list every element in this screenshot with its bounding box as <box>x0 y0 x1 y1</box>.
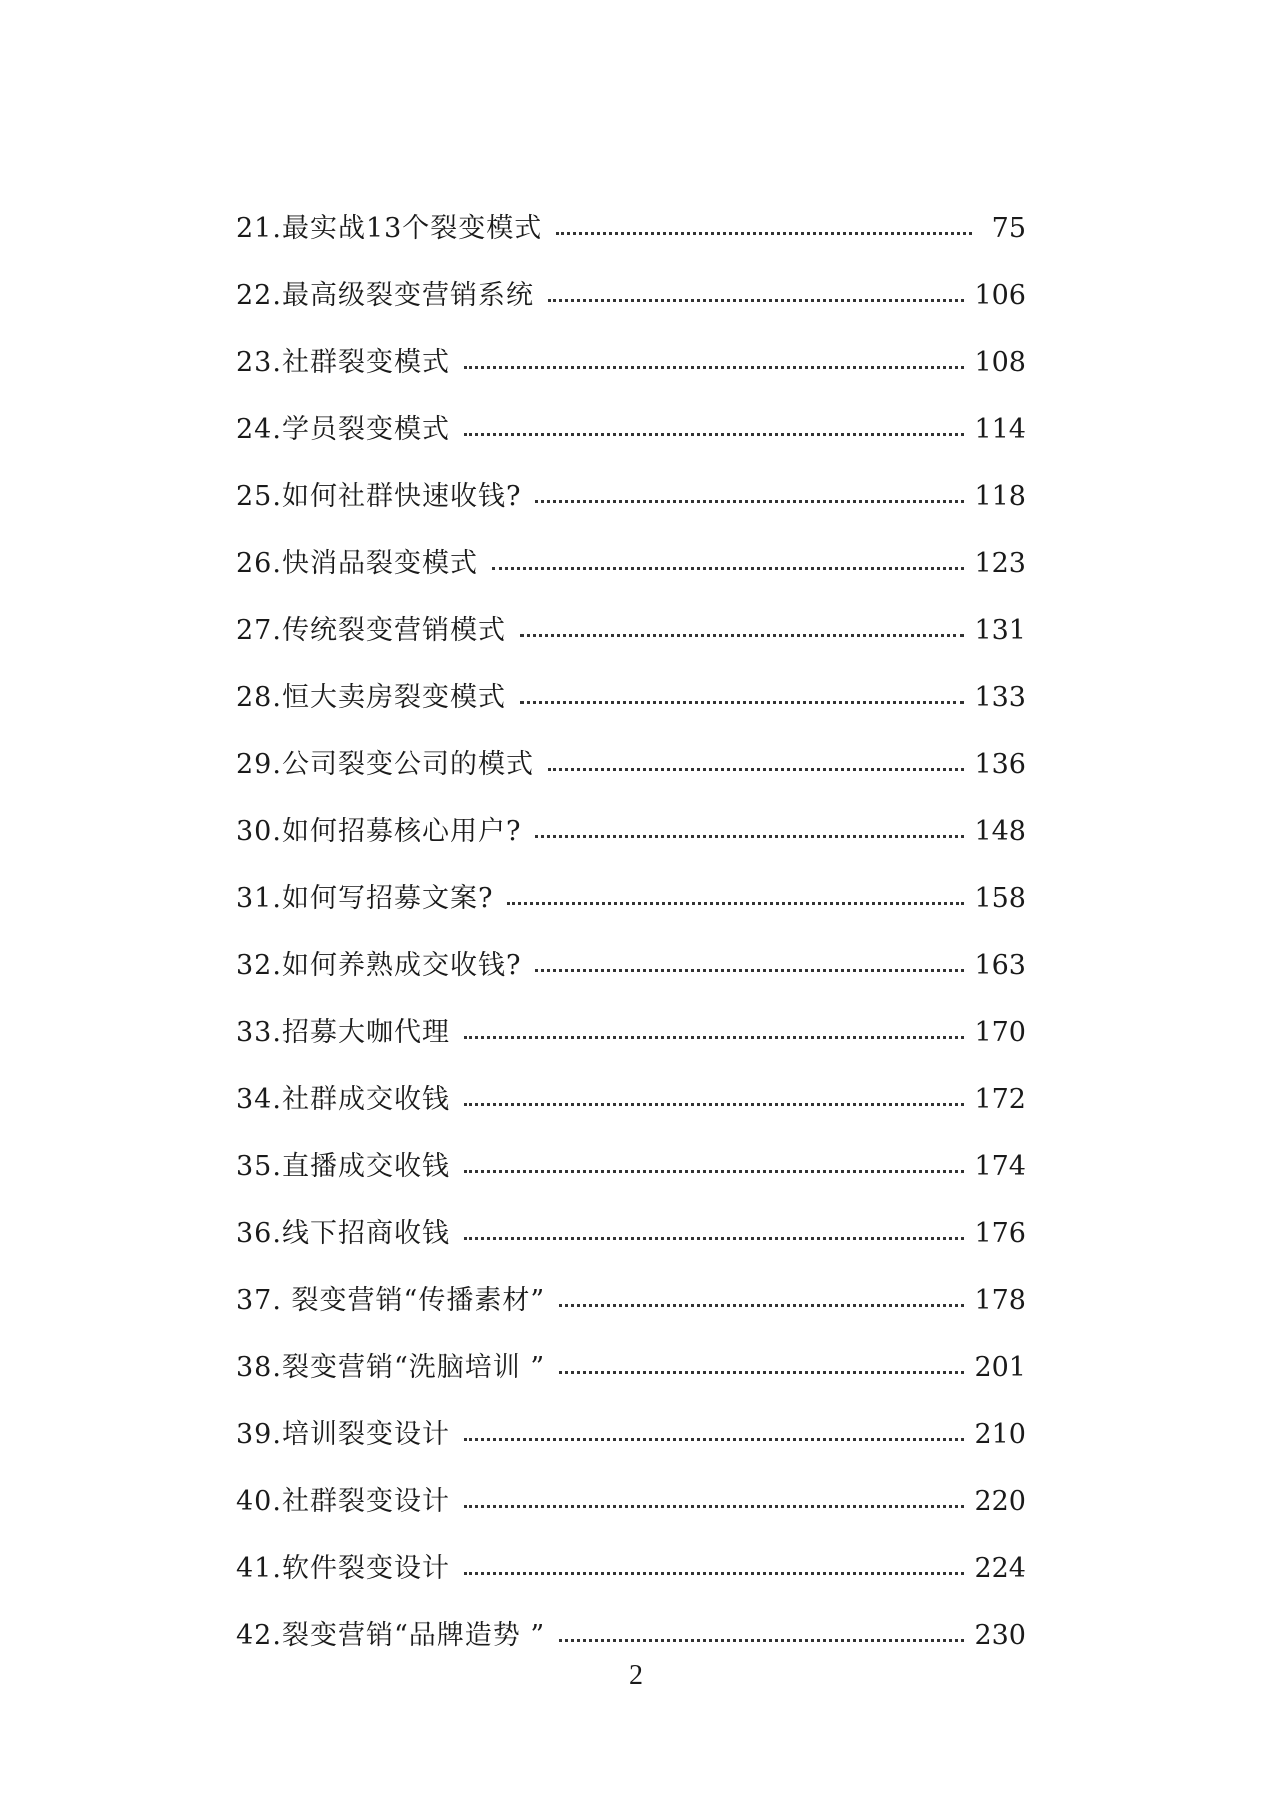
toc-entry[interactable] <box>236 405 1026 472</box>
toc-entry[interactable] <box>236 1477 1026 1544</box>
toc-entry-page: 210 <box>974 1419 1026 1450</box>
toc-entry-page: 133 <box>974 682 1026 713</box>
toc-entry-page: 176 <box>974 1218 1026 1249</box>
toc-entry-page: 163 <box>974 950 1026 981</box>
toc-dot-leader <box>492 566 965 570</box>
page-number: 2 <box>629 1660 643 1691</box>
toc-entry-title: 33.招募大咖代理 <box>236 1017 450 1048</box>
toc-entry-title: 36.线下招商收钱 <box>236 1218 450 1249</box>
toc-dot-leader <box>520 700 965 704</box>
toc-entry-page: 172 <box>974 1084 1026 1115</box>
toc-dot-leader <box>548 767 965 771</box>
toc-entry[interactable] <box>236 271 1026 338</box>
toc-entry[interactable] <box>236 1075 1026 1142</box>
toc-entry-title: 32.如何养熟成交收钱? <box>236 950 522 981</box>
toc-dot-leader <box>464 1437 965 1441</box>
toc-entry-page: 201 <box>974 1352 1026 1383</box>
toc-entry[interactable] <box>236 807 1026 874</box>
toc-dot-leader <box>464 432 965 436</box>
toc-entry-page: 170 <box>974 1017 1026 1048</box>
toc-entry[interactable] <box>236 673 1026 740</box>
toc-dot-leader <box>559 1303 964 1307</box>
toc-entry-title: 30.如何招募核心用户? <box>236 816 522 847</box>
toc-entry[interactable] <box>236 1142 1026 1209</box>
toc-entry-title: 38.裂变营销“洗脑培训 ” <box>236 1352 546 1383</box>
toc-entry[interactable] <box>236 1343 1026 1410</box>
toc-dot-leader <box>559 1370 964 1374</box>
toc-entry-page: 220 <box>974 1486 1026 1517</box>
toc-entry-title: 22.最高级裂变营销系统 <box>236 280 534 311</box>
toc-entry-page: 75 <box>991 213 1026 244</box>
toc-entry-title: 31.如何写招募文案? <box>236 883 494 914</box>
toc-dot-leader <box>464 1169 965 1173</box>
toc-dot-leader <box>559 1638 964 1642</box>
toc-entry[interactable] <box>236 204 1026 271</box>
toc-entry-page: 123 <box>974 548 1026 579</box>
toc-dot-leader <box>507 901 964 905</box>
toc-entry[interactable] <box>236 1008 1026 1075</box>
toc-dot-leader <box>464 1504 965 1508</box>
toc-entry[interactable] <box>236 338 1026 405</box>
toc-dot-leader <box>464 1571 965 1575</box>
toc-entry-page: 174 <box>974 1151 1026 1182</box>
toc-entry-title: 42.裂变营销“品牌造势 ” <box>236 1620 546 1651</box>
toc-entry[interactable] <box>236 1276 1026 1343</box>
toc-entry-title: 24.学员裂变模式 <box>236 414 450 445</box>
toc-entry-page: 118 <box>974 481 1026 512</box>
toc-entry-page: 148 <box>974 816 1026 847</box>
toc-entry-title: 25.如何社群快速收钱? <box>236 481 522 512</box>
toc-entry-title: 37. 裂变营销“传播素材” <box>236 1285 546 1316</box>
toc-dot-leader <box>548 298 965 302</box>
toc-dot-leader <box>464 1102 965 1106</box>
toc-entry-title: 41.软件裂变设计 <box>236 1553 450 1584</box>
toc-entry-title: 21.最实战13个裂变模式 <box>236 213 543 244</box>
toc-dot-leader <box>464 365 965 369</box>
toc-entry[interactable] <box>236 941 1026 1008</box>
toc-dot-leader <box>535 834 964 838</box>
toc-entry-page: 114 <box>974 414 1026 445</box>
toc-entry-page: 131 <box>974 615 1026 646</box>
toc-entry-title: 34.社群成交收钱 <box>236 1084 450 1115</box>
toc-entry[interactable] <box>236 874 1026 941</box>
toc-entry-page: 106 <box>974 280 1026 311</box>
toc-entry[interactable] <box>236 472 1026 539</box>
toc-entry[interactable] <box>236 1544 1026 1611</box>
toc-entry[interactable] <box>236 1410 1026 1477</box>
toc-entry-page: 136 <box>974 749 1026 780</box>
toc-dot-leader <box>464 1236 965 1240</box>
toc-dot-leader <box>556 231 972 235</box>
toc-entry-page: 224 <box>974 1553 1026 1584</box>
toc-entry[interactable] <box>236 606 1026 673</box>
toc-entry[interactable] <box>236 539 1026 606</box>
toc-entry-title: 28.恒大卖房裂变模式 <box>236 682 506 713</box>
toc-entry-title: 26.快消品裂变模式 <box>236 548 478 579</box>
toc-entry-title: 40.社群裂变设计 <box>236 1486 450 1517</box>
toc-entry[interactable] <box>236 1209 1026 1276</box>
table-of-contents <box>236 204 1026 1678</box>
toc-entry-page: 230 <box>974 1620 1026 1651</box>
toc-entry-page: 108 <box>974 347 1026 378</box>
toc-entry-title: 27.传统裂变营销模式 <box>236 615 506 646</box>
toc-dot-leader <box>520 633 965 637</box>
toc-entry-title: 29.公司裂变公司的模式 <box>236 749 534 780</box>
toc-entry-title: 39.培训裂变设计 <box>236 1419 450 1450</box>
toc-entry-title: 23.社群裂变模式 <box>236 347 450 378</box>
toc-entry[interactable] <box>236 740 1026 807</box>
toc-entry-title: 35.直播成交收钱 <box>236 1151 450 1182</box>
toc-dot-leader <box>464 1035 965 1039</box>
toc-dot-leader <box>535 499 964 503</box>
toc-entry-page: 158 <box>974 883 1026 914</box>
toc-entry-page: 178 <box>974 1285 1026 1316</box>
toc-dot-leader <box>535 968 964 972</box>
